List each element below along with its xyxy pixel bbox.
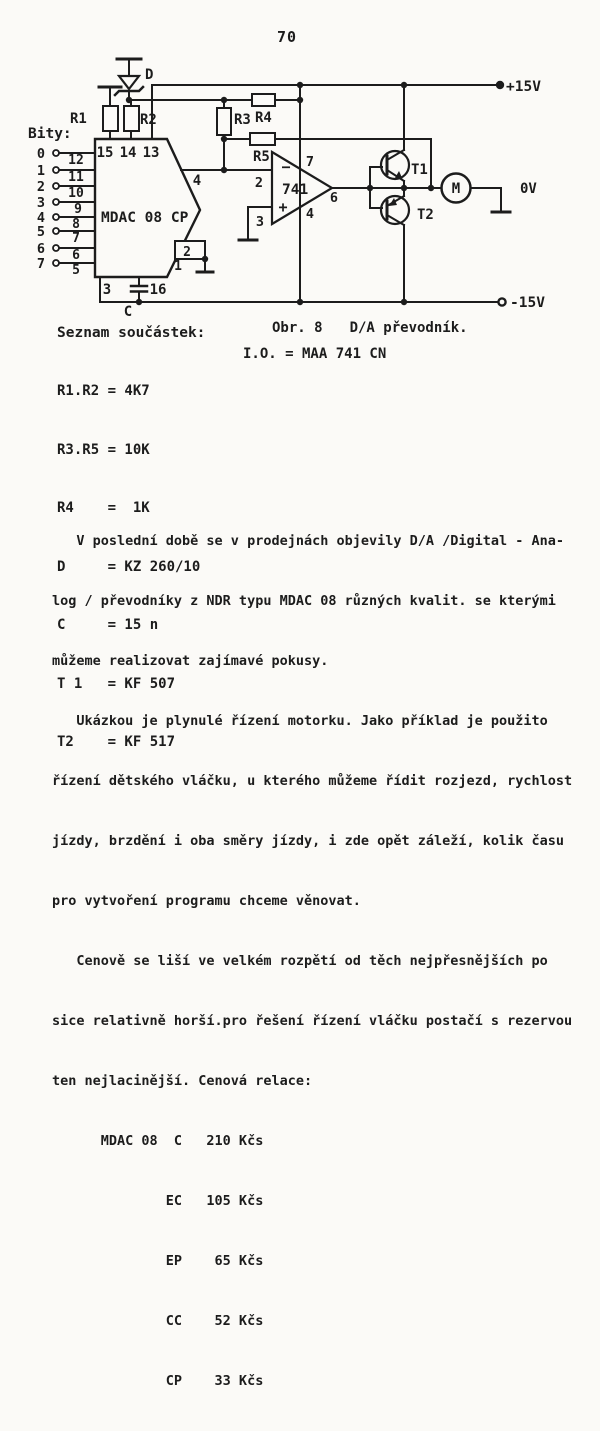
chip-name-label: MDAC 08 CP [101, 210, 189, 226]
chip-pin-5: 5 [72, 263, 80, 278]
motor-label: M [451, 181, 461, 197]
bit-label-3: 3 [36, 195, 46, 211]
paragraph-line: můžeme realizovat zajímavé pokusy. [52, 653, 329, 669]
schematic-diagram [0, 0, 600, 335]
chip-pin-6: 6 [72, 248, 80, 263]
price-table-row: MDAC 08 C 210 Kčs [52, 1133, 264, 1149]
resistor-r3 [217, 108, 231, 135]
paragraph-line: ten nejlacinější. Cenová relace: [52, 1073, 313, 1089]
bit-label-1: 1 [36, 163, 46, 179]
plus15v-terminal [496, 81, 504, 89]
parts-list-item: D = KZ 260/10 [57, 558, 201, 575]
bit-label-4: 4 [36, 210, 46, 226]
bit-label-6: 6 [36, 241, 46, 257]
chip-notch-pin-2: 2 [183, 245, 191, 260]
figure-caption [272, 320, 468, 336]
zero-volt-label: 0V [520, 181, 537, 197]
paragraph-line: řízení dětského vláčku, u kterého můžeme řídit rozjezd, rychlost [52, 773, 573, 789]
resistor-r4 [252, 94, 275, 106]
chip-pin-14: 14 [119, 145, 137, 161]
chip-pin-15: 15 [96, 145, 114, 161]
paragraph-line: jízdy, brzdění i oba směry jízdy, i zde opět záleží, kolik času [52, 833, 565, 849]
capacitor-label: C [123, 304, 133, 320]
opamp-pin-4: 4 [305, 206, 315, 222]
ic-equivalent-note: I.O. = MAA 741 CN [243, 346, 387, 362]
parts-list-item: T2 = KF 517 [57, 734, 176, 750]
body-text [52, 491, 572, 1431]
t2-emitter-arrow [389, 198, 397, 206]
chip-pin-3: 3 [102, 282, 112, 298]
price-table-row: EP 65 Kčs [52, 1253, 264, 1269]
chip-pin-9: 9 [74, 202, 82, 217]
paragraph-line: V poslední době se v prodejnách objevily D/A /Digital - Ana- [52, 533, 565, 549]
bit-input-terminals [53, 150, 59, 266]
bit-label-5: 5 [36, 224, 46, 240]
paragraph-line: pro vytvoření programu chceme věnovat. [52, 893, 361, 909]
chip-pin-8: 8 [72, 217, 80, 232]
minus15v-terminal [498, 298, 505, 305]
page-number: 70 [276, 28, 298, 46]
diode-label: D [145, 67, 154, 83]
r4-label: R4 [255, 110, 272, 126]
price-table-row: EC 105 Kčs [52, 1193, 264, 1209]
chip-pin-10: 10 [68, 186, 84, 201]
parts-list-item: R1.R2 = 4K7 [57, 383, 150, 399]
feedback-wire [275, 139, 431, 188]
parts-list-header: Seznam součástek: [57, 325, 206, 341]
bit-label-2: 2 [36, 179, 46, 195]
opamp-plus-sign: + [278, 198, 288, 216]
chip-pin-16: 16 [149, 282, 167, 298]
parts-list-item: T 1 = KF 507 [57, 675, 176, 692]
minus15v-label: -15V [510, 295, 545, 311]
resistor-r1 [103, 106, 118, 131]
r5-label: R5 [253, 149, 270, 165]
opamp-pin-3: 3 [255, 214, 265, 230]
r1-label: R1 [70, 111, 87, 127]
opamp-pin-6: 6 [329, 190, 339, 206]
r3-label: R3 [234, 112, 251, 128]
parts-list-item: R3.R5 = 10K [57, 441, 150, 458]
paragraph-line: Ukázkou je plynulé řízení motorku. Jako příklad je použito [52, 713, 548, 729]
chip-notch-pin-1: 1 [174, 259, 182, 274]
opamp-pin-2: 2 [254, 175, 264, 191]
figure-title: D/A převodník. [349, 320, 468, 336]
paragraph-line: log / převodníky z NDR typu MDAC 08 různých kvalit. se kterými [52, 593, 556, 609]
bit-label-0: 0 [36, 146, 46, 162]
r2-label: R2 [140, 112, 157, 128]
price-table-row: CP 33 Kčs [52, 1373, 264, 1389]
chip-pin-4: 4 [192, 173, 202, 189]
paragraph-line: Cenově se liší ve velkém rozpětí od těch nejpřesnějších po [52, 953, 548, 969]
opamp-minus-sign: − [281, 158, 291, 176]
chip-pin-11: 11 [68, 170, 84, 185]
bity-label: Bity: [28, 126, 72, 142]
junction-dots [126, 81, 504, 305]
plus15v-label: +15V [506, 79, 541, 95]
parts-list-item: C = 15 n [57, 617, 159, 633]
opamp-label: 741 [282, 182, 309, 198]
chip-pin-7: 7 [72, 231, 80, 246]
figure-number: Obr. 8 [272, 320, 323, 336]
paragraph-line: sice relativně horší.pro řešení řízení vláčku postačí s rezervou [52, 1013, 573, 1029]
resistor-r2 [124, 106, 139, 131]
parts-list-item: R4 = 1K [57, 500, 150, 516]
bit-label-7: 7 [36, 256, 46, 272]
resistor-r5 [250, 133, 275, 145]
chip-pin-13: 13 [142, 145, 160, 161]
t1-label: T1 [411, 162, 428, 178]
chip-pin-12: 12 [68, 153, 84, 168]
price-table-row: CC 52 Kčs [52, 1313, 264, 1329]
opamp-pin-7: 7 [305, 154, 315, 170]
t2-label: T2 [417, 207, 434, 223]
